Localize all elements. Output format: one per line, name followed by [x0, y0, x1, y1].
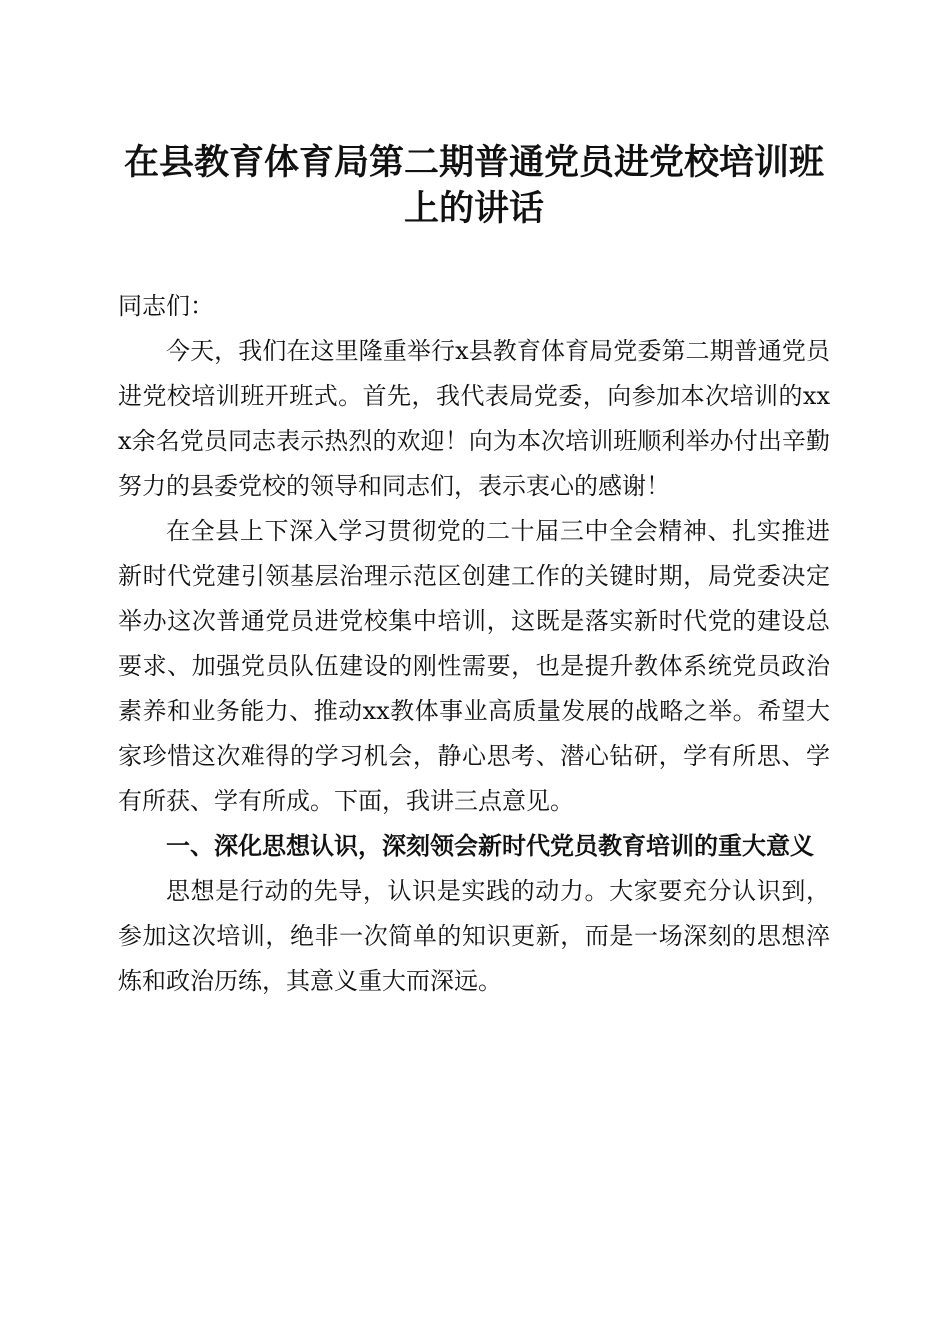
paragraph-1: 今天，我们在这里隆重举行x县教育体育局党委第二期普通党员进党校培训班开班式。首先，我代表局党委，向参加本次培训的xxx余名党员同志表示热烈的欢迎！向为本次培训班顺利举办付出辛勤努力的县委党校的领导和同志们，表示衷心的感谢！ — [118, 337, 830, 500]
document-body — [118, 284, 830, 1004]
document-page — [118, 140, 830, 1004]
section-1-paragraph: 思想是行动的先导，认识是实践的动力。大家要充分认识到，参加这次培训，绝非一次简单的知识更新，而是一场深刻的思想淬炼和政治历练，其意义重大而深远。 — [118, 877, 830, 995]
paragraph-2: 在全县上下深入学习贯彻党的二十届三中全会精神、扎实推进新时代党建引领基层治理示范区创建工作的关键时期，局党委决定举办这次普通党员进党校集中培训，这既是落实新时代党的建设总要求、加强党员队伍建设的刚性需要，也是提升教体系统党员政治素养和业务能力、推动xx教体事业高质量发展的战略之举。希望大家珍惜这次难得的学习机会，静心思考、潜心钻研，学有所思、学有所获、学有所成。下面，我讲三点意见。 — [118, 517, 830, 815]
section-1-heading: 一、深化思想认识，深刻领会新时代党员教育培训的重大意义 — [166, 832, 814, 860]
title-line-1: 在县教育体育局第二期普通党员进党校培训班 — [123, 142, 824, 183]
salutation: 同志们： — [118, 292, 214, 320]
title-line-2: 上的讲话 — [403, 188, 544, 229]
document-title — [118, 140, 830, 232]
